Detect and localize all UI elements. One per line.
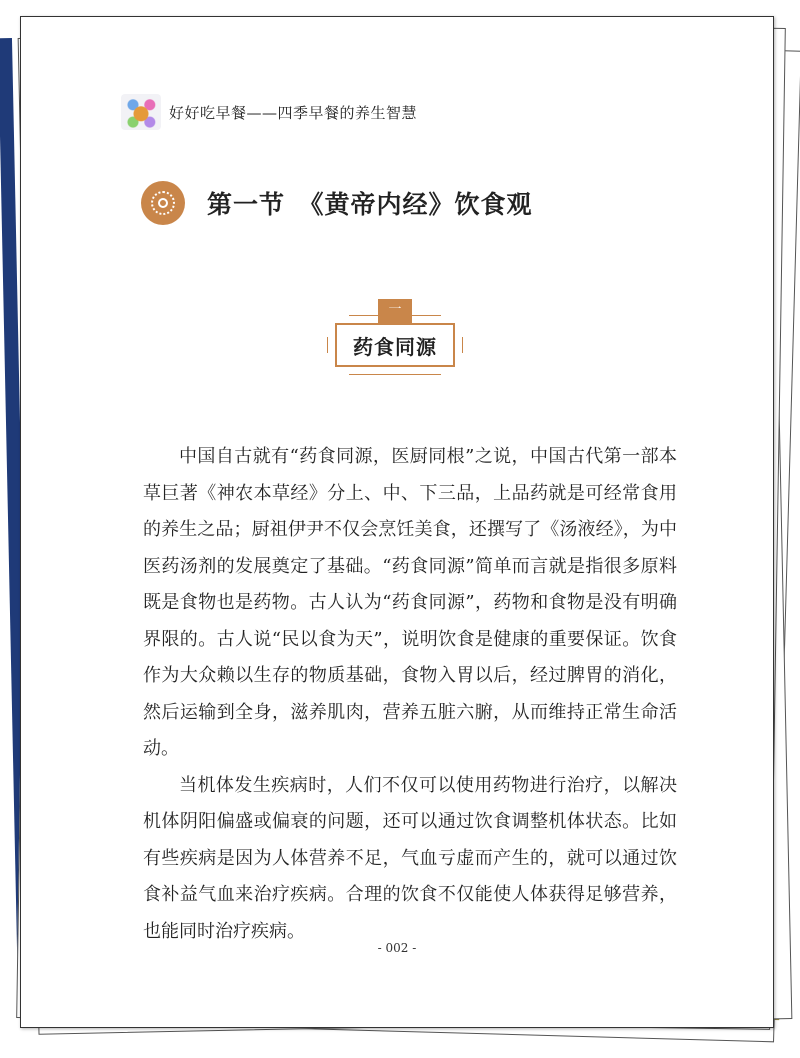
document-page xyxy=(20,16,774,1028)
running-header xyxy=(121,95,417,129)
flower-medallion-icon xyxy=(141,181,185,225)
section-title: 第一节 《黄帝内经》饮食观 xyxy=(207,190,533,219)
subsection-title: 药食同源 xyxy=(353,334,437,359)
colorful-character-logo-icon xyxy=(121,94,161,130)
section-heading xyxy=(141,181,533,225)
paragraph: 当机体发生疾病时，人们不仅可以使用药物进行治疗，以解决机体阴阳偏盛或偏衰的问题，还可以通过饮食调整机体状态。比如有些疾病是因为人体营养不足，气血亏虚而产生的，就可以通过饮食补益气血来治疗疾病。合理的饮食不仅能使人体获得足够营养，也能同时治疗疾病。 xyxy=(143,774,677,942)
subsection-heading xyxy=(331,299,461,371)
ornamental-frame xyxy=(335,323,455,367)
page-number: - 002 - xyxy=(377,941,417,955)
book-title: 好好吃早餐——四季早餐的养生智慧 xyxy=(169,103,418,122)
paragraph: 中国自古就有“药食同源，医厨同根”之说，中国古代第一部本草巨著《神农本草经》分上、中、下三品，上品药就是可经常食用的养生之品；厨祖伊尹不仅会烹饪美食，还撰写了《汤液经》，为中医药汤剂的发展奠定了基础。“药食同源”简单而言就是指很多原料既是食物也是药物。古人认为“药食同源”，药物和食物是没有明确界限的。古人说“民以食为天”，说明饮食是健康的重要保证。饮食作为大众赖以生存的物质基础，食物入胃以后，经过脾胃的消化，然后运输到全身，滋养肌肉，营养五脏六腑，从而维持正常生命活动。 xyxy=(143,446,677,759)
body-text xyxy=(143,439,677,950)
subsection-number: 一 xyxy=(378,299,412,323)
